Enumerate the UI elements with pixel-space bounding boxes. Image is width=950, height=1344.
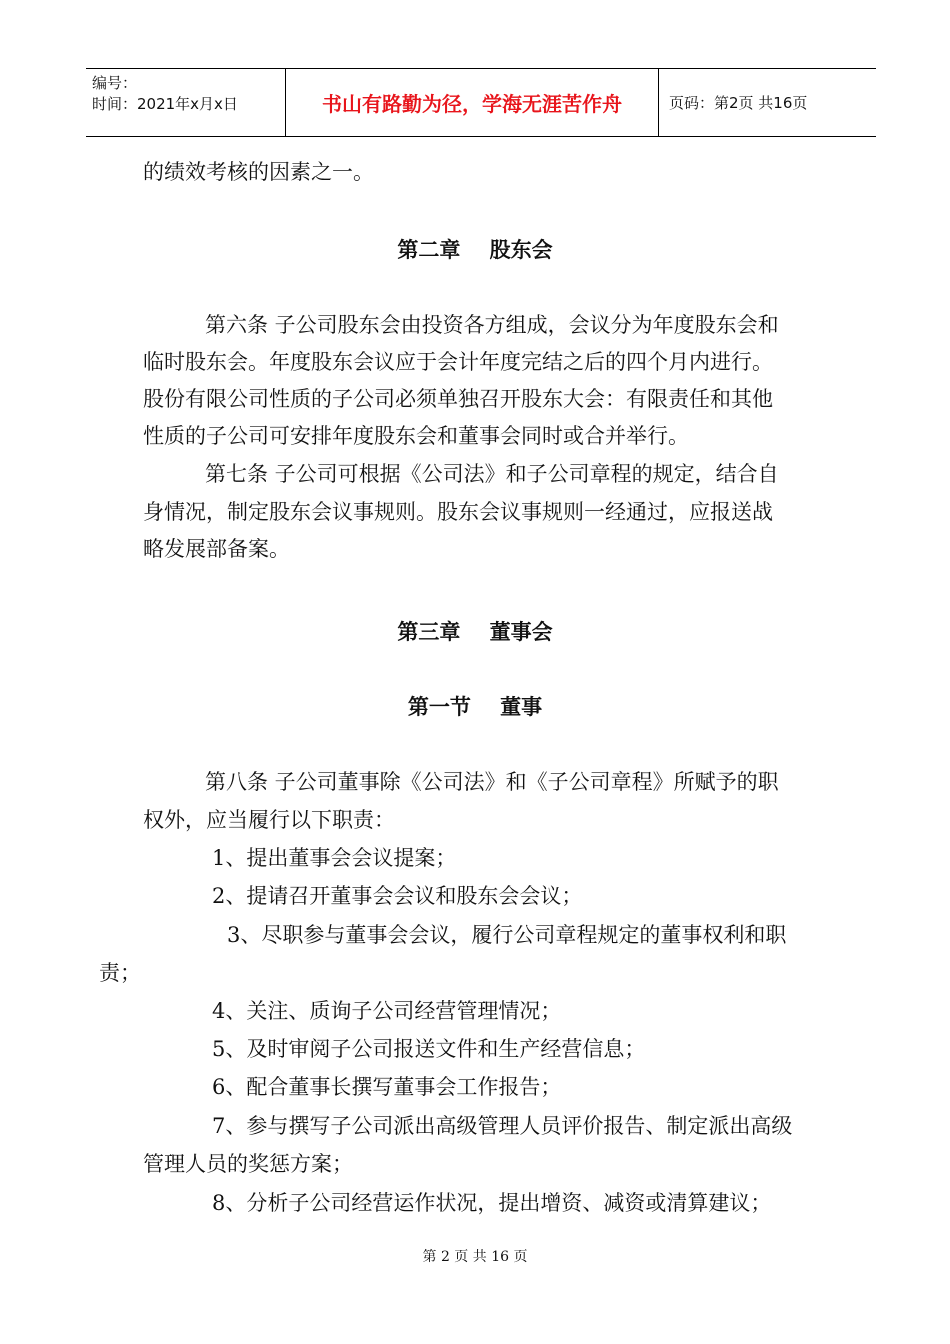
- list-item: 3、尽职参与董事会会议，履行公司章程规定的董事权利和职: [227, 923, 787, 947]
- time-label: 时间：2021年x月x日: [92, 95, 238, 113]
- text-line: 略发展部备案。: [143, 537, 290, 561]
- text-line: 权外，应当履行以下职责：: [143, 808, 395, 832]
- list-item: 1、提出董事会会议提案；: [212, 846, 457, 870]
- header-page-info: 页码：第2页 共16页: [669, 94, 808, 112]
- list-item: 责；: [99, 961, 141, 985]
- page-footer: 第 2 页 共 16 页: [422, 1249, 528, 1265]
- section-heading: 第一节 董事: [407, 695, 543, 719]
- list-item: 6、配合董事长撰写董事会工作报告；: [212, 1075, 562, 1099]
- header-meta: [86, 69, 286, 136]
- list-item: 管理人员的奖惩方案；: [143, 1152, 353, 1176]
- text-line: 股份有限公司性质的子公司必须单独召开股东大会：有限责任和其他: [143, 387, 773, 411]
- list-item: 4、关注、质询子公司经营管理情况；: [212, 999, 562, 1023]
- text-line: 第七条 子公司可根据《公司法》和子公司章程的规定，结合自: [205, 462, 779, 486]
- list-item: 2、提请召开董事会会议和股东会会议；: [212, 884, 583, 908]
- list-item: 7、参与撰写子公司派出高级管理人员评价报告、制定派出高级: [212, 1114, 793, 1138]
- header-motto: 书山有路勤为径，学海无涯苦作舟: [286, 69, 659, 136]
- number-label: 编号：: [92, 74, 138, 92]
- text-line: 第六条 子公司股东会由投资各方组成，会议分为年度股东会和: [205, 313, 779, 337]
- chapter-heading: 第二章 股东会: [397, 238, 553, 262]
- list-item: 5、及时审阅子公司报送文件和生产经营信息；: [212, 1037, 646, 1061]
- chapter-heading: 第三章 董事会: [397, 620, 553, 644]
- text-line: 的绩效考核的因素之一。: [143, 160, 374, 184]
- document-header: [86, 68, 876, 137]
- text-line: 第八条 子公司董事除《公司法》和《子公司章程》所赋予的职: [205, 770, 779, 794]
- text-line: 性质的子公司可安排年度股东会和董事会同时或合并举行。: [143, 424, 689, 448]
- text-line: 身情况，制定股东会议事规则。股东会议事规则一经通过，应报送战: [143, 500, 773, 524]
- list-item: 8、分析子公司经营运作状况，提出增资、减资或清算建议；: [212, 1191, 772, 1215]
- text-line: 临时股东会。年度股东会议应于会计年度完结之后的四个月内进行。: [143, 350, 773, 374]
